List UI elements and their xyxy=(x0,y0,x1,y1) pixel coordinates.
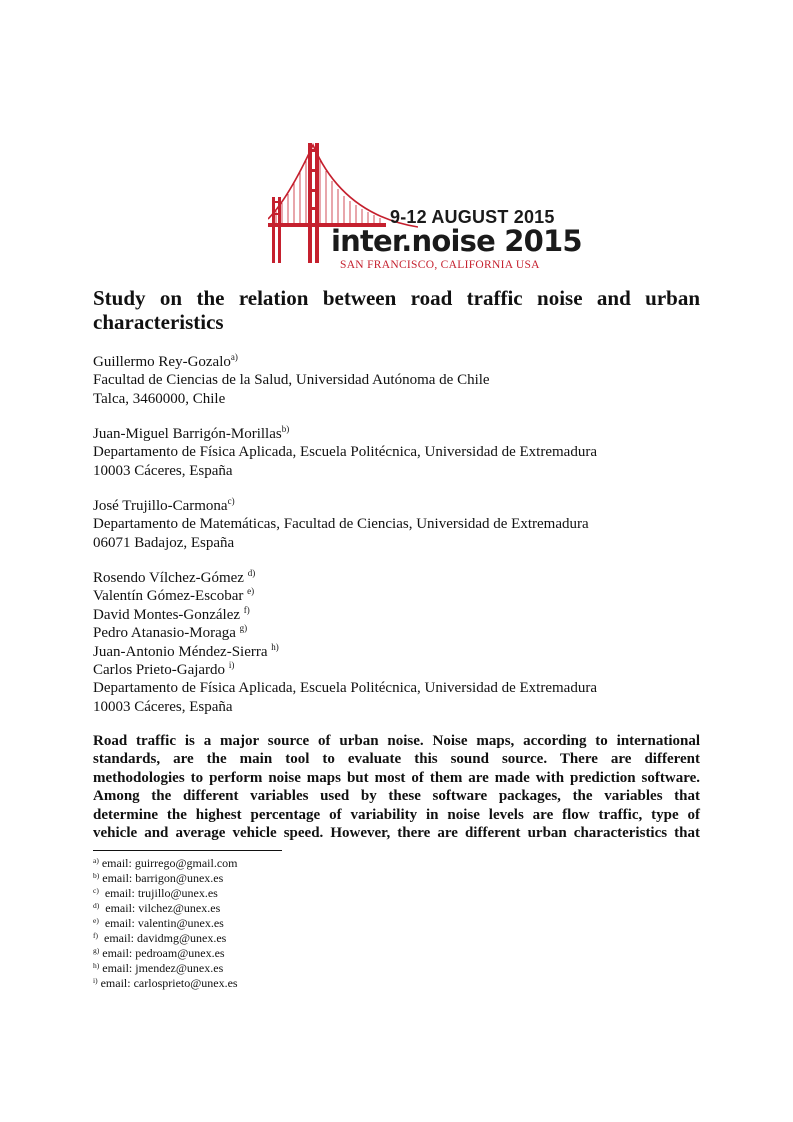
footnote xyxy=(93,931,238,946)
logo-date: 9-12 AUGUST 2015 xyxy=(390,207,555,227)
author-name: Carlos Prieto-Gajardo $^{i)}$ xyxy=(93,660,235,679)
author-name: Valentín Gómez-Escobar $^{e)}$ xyxy=(93,586,255,605)
affiliation-line: Facultad de Ciencias de la Salud, Universidad Autónoma de Chile xyxy=(93,372,490,389)
footnote-mark: h) xyxy=(93,961,100,970)
footnote-mark: e) xyxy=(93,916,99,925)
footnote-mark: a) xyxy=(93,856,99,865)
author-block xyxy=(93,425,713,480)
footnote-mark: c) xyxy=(227,496,235,506)
footnote xyxy=(93,961,238,976)
affiliation-line: Departamento de Física Aplicada, Escuela Politécnica, Universidad de Extremadura xyxy=(93,680,597,697)
author-name: Juan-Miguel Barrigón-Morillas$^{b)}$ xyxy=(93,424,290,442)
footnote-email: email: valentin@unex.es xyxy=(101,916,224,930)
abstract-line: standards, are the main tool to evaluate this sound source. There are different xyxy=(93,751,700,768)
footnote-mark: i) xyxy=(228,660,235,671)
logo-location: SAN FRANCISCO, CALIFORNIA USA xyxy=(340,259,540,271)
footnote-email: email: vilchez@unex.es xyxy=(102,901,221,915)
footnote-mark: b) xyxy=(281,424,290,434)
footnote-mark: d) xyxy=(247,568,256,578)
footnote-mark: f) xyxy=(93,931,98,940)
footnote-mark: a) xyxy=(230,352,238,362)
affiliation-line: 10003 Cáceres, España xyxy=(93,462,233,479)
footnote-mark: e) xyxy=(247,586,255,597)
abstract-line: vehicle and average vehicle speed. However, there are different urban characteristics that xyxy=(93,825,700,842)
affiliation-line: Departamento de Matemáticas, Facultad de Ciencias, Universidad de Extremadura xyxy=(93,516,589,533)
footnote xyxy=(93,946,238,961)
author-name: David Montes-González $^{f)}$ xyxy=(93,604,250,623)
abstract-line: Among the different variables used by these software packages, the variables that xyxy=(93,788,700,805)
author-name: José Trujillo-Carmona$^{c)}$ xyxy=(93,496,235,514)
footnote-email: email: barrigon@unex.es xyxy=(102,871,224,885)
footnote-email: email: pedroam@unex.es xyxy=(102,946,225,960)
conference-logo xyxy=(268,141,582,271)
footnote-mark: h) xyxy=(271,641,279,652)
author-block xyxy=(93,497,713,552)
affiliation-line: 10003 Cáceres, España xyxy=(93,698,233,715)
footnote-email: email: jmendez@unex.es xyxy=(102,961,224,975)
footnote-email: email: trujillo@unex.es xyxy=(101,886,218,900)
paper-title: Study on the relation between road traffic noise and urban characteristics xyxy=(93,286,700,334)
footnote-mark: g) xyxy=(93,946,100,955)
affiliation-line: Departamento de Física Aplicada, Escuela Politécnica, Universidad de Extremadura xyxy=(93,444,597,461)
abstract xyxy=(93,732,700,842)
footnote-mark: c) xyxy=(93,886,99,895)
footnotes xyxy=(93,856,238,991)
footnote xyxy=(93,976,238,991)
footnote-mark: d) xyxy=(93,901,100,910)
author-name: Pedro Atanasio-Moraga $^{g)}$ xyxy=(93,623,248,642)
author-block xyxy=(93,569,713,716)
footnote-email: email: guirrego@gmail.com xyxy=(101,856,238,870)
footnote-mark: f) xyxy=(243,604,250,615)
author-name: Juan-Antonio Méndez-Sierra $^{h)}$ xyxy=(93,641,279,660)
footnote xyxy=(93,856,238,871)
author-block xyxy=(93,353,713,408)
abstract-line: determine the highest percentage of variability in noise levels are flow traffic, type of xyxy=(93,806,700,823)
logo-name: inter.noise 2015 xyxy=(331,224,582,258)
author-name: Rosendo Vílchez-Gómez $^{d)}$ xyxy=(93,568,256,586)
footnote-email: email: carlosprieto@unex.es xyxy=(100,976,238,990)
affiliation-line: Talca, 3460000, Chile xyxy=(93,390,226,407)
footnote xyxy=(93,916,238,931)
footnote-mark: i) xyxy=(93,976,98,985)
footnote-email: email: davidmg@unex.es xyxy=(101,931,227,945)
footnote-divider xyxy=(93,850,282,851)
author-name: Guillermo Rey-Gozalo$^{a)}$ xyxy=(93,352,238,370)
footnote-mark: b) xyxy=(93,871,100,880)
abstract-line: Road traffic is a major source of urban noise. Noise maps, according to international xyxy=(93,733,700,749)
footnote xyxy=(93,886,238,901)
abstract-line: methodologies to perform noise maps but most of them are made with prediction software. xyxy=(93,769,700,786)
affiliation-line: 06071 Badajoz, España xyxy=(93,534,235,551)
footnote-mark: g) xyxy=(239,623,248,634)
footnote xyxy=(93,871,238,886)
footnote xyxy=(93,901,238,916)
